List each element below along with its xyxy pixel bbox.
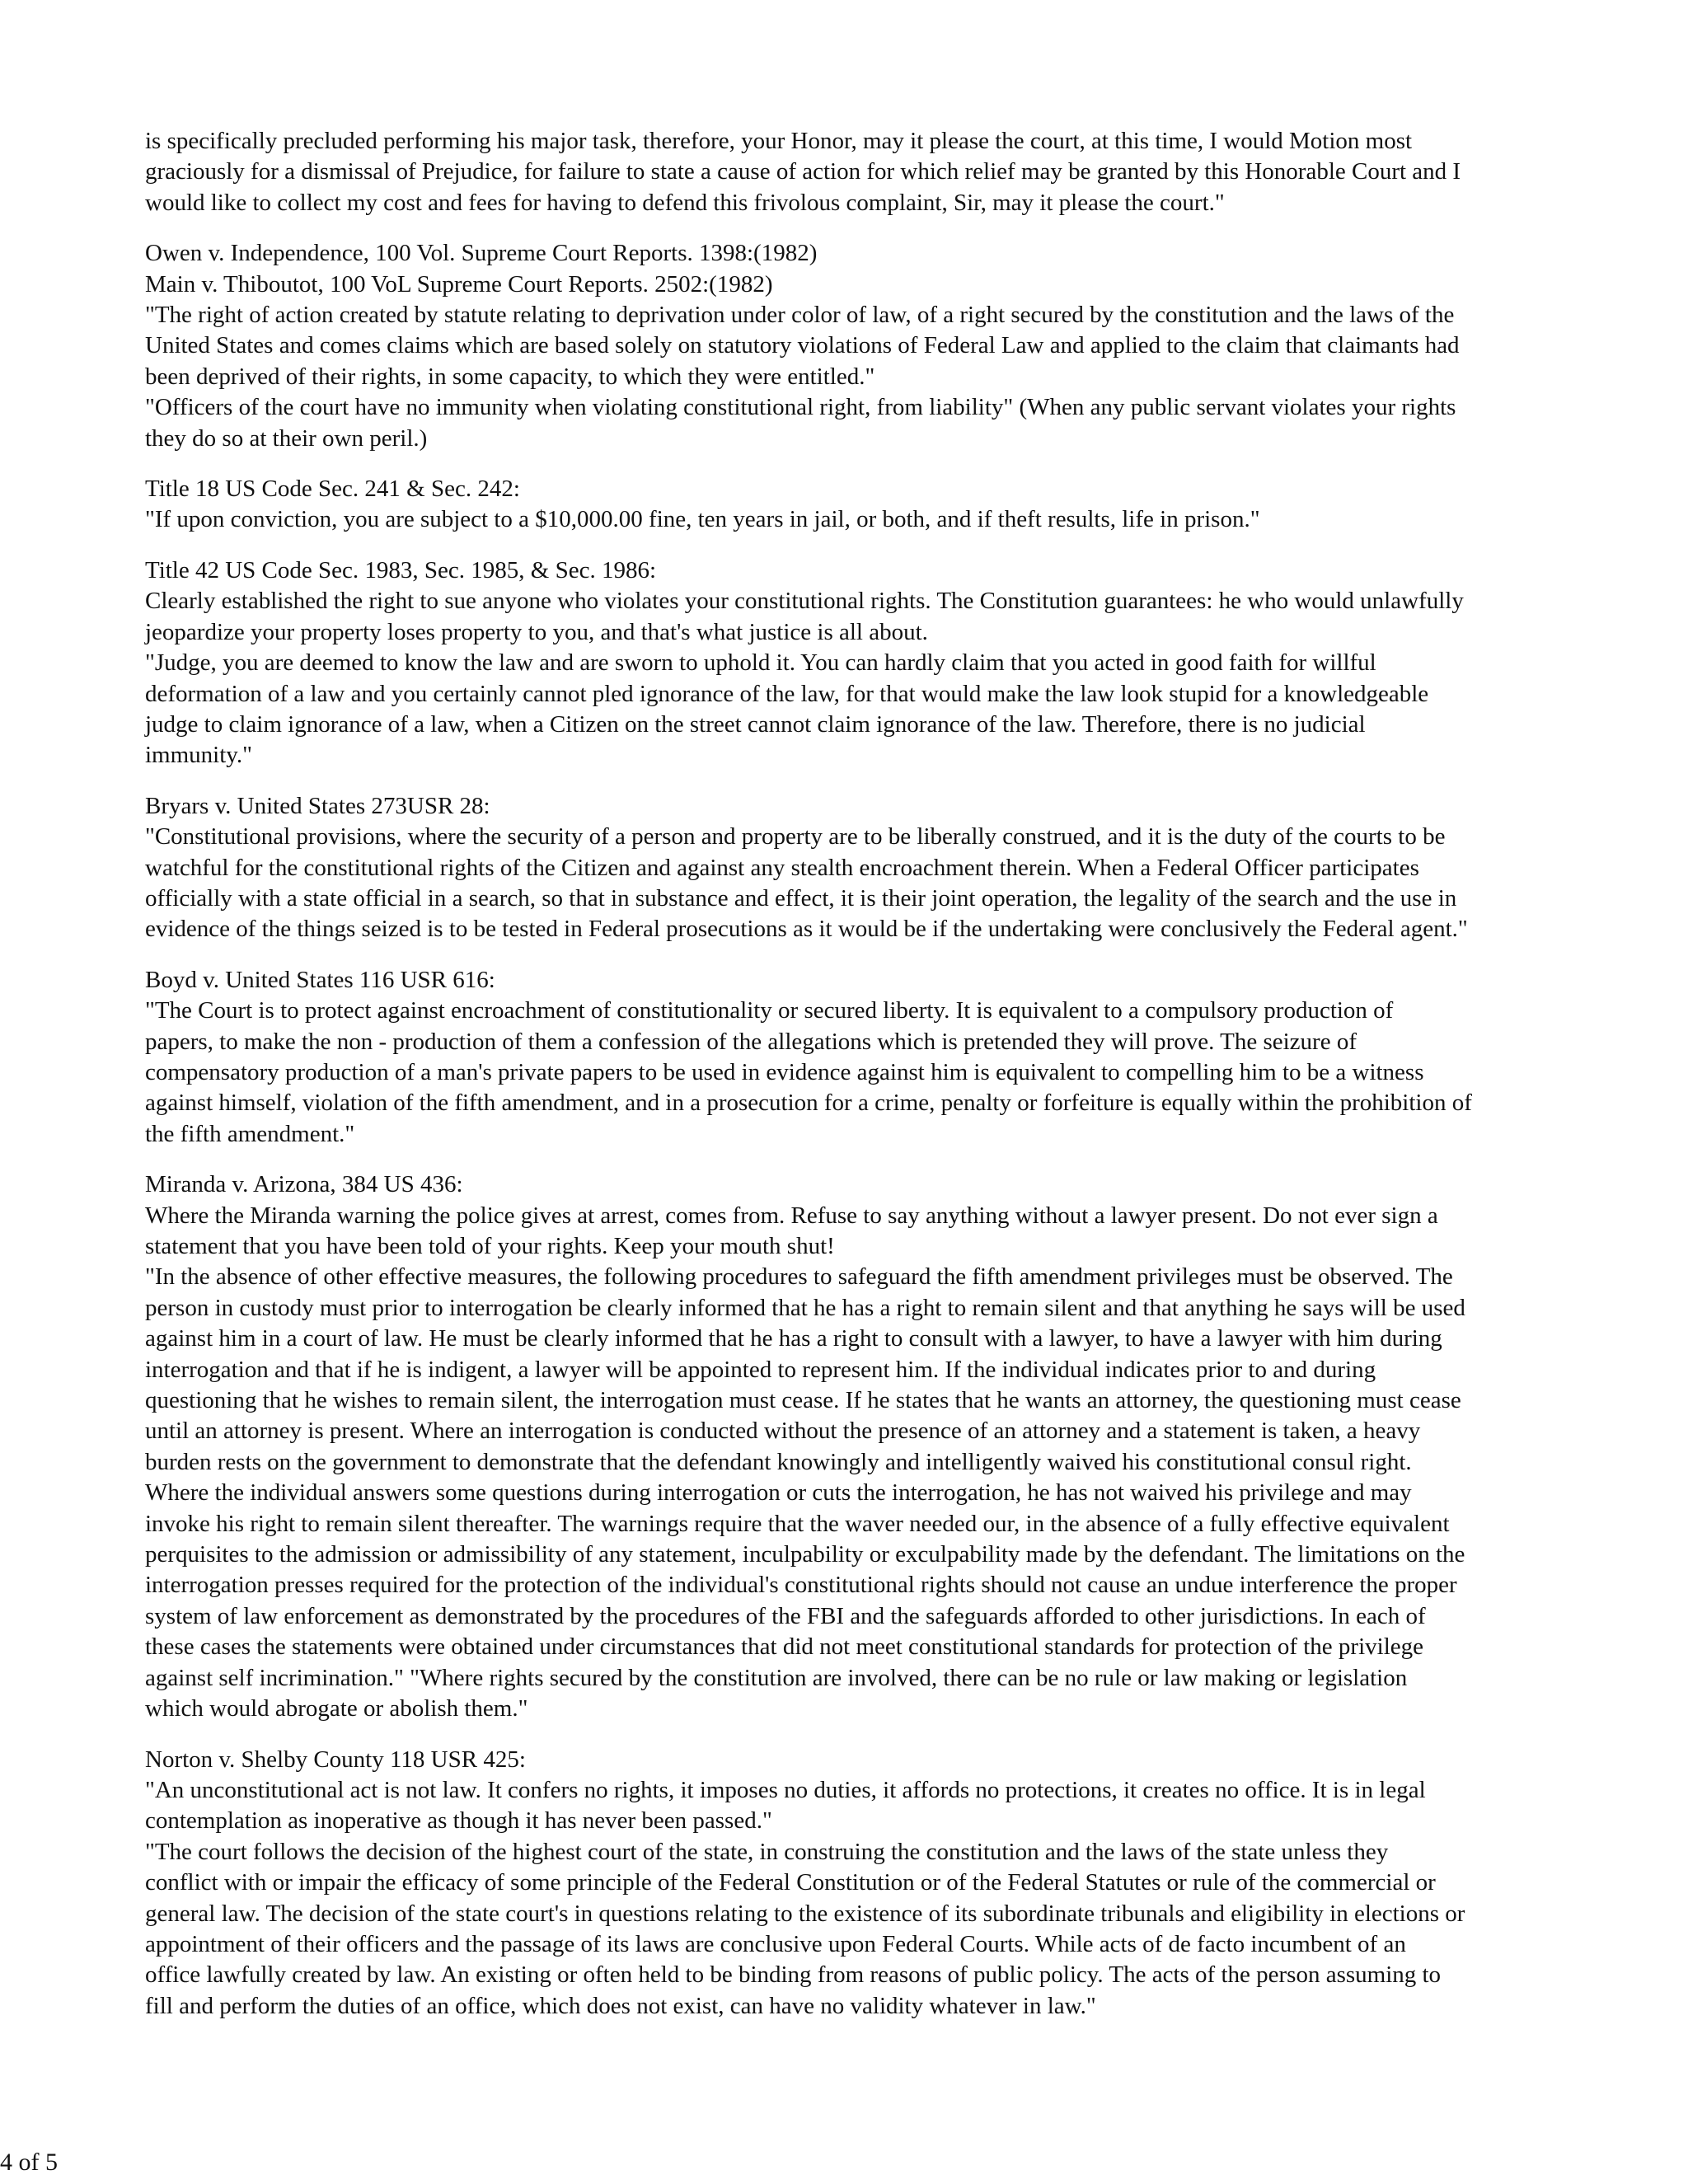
text-line: system of law enforcement as demonstrated by the procedures of the FBI and the safeguards afforded to other jurisdictions. In each of [145,1602,1426,1629]
text-line: Bryars v. United States 273USR 28: [145,792,490,819]
text-line: Where the individual answers some questions during interrogation or cuts the interrogation, he has not waived his privilege and may [145,1479,1412,1507]
text-line: Title 18 US Code Sec. 241 & Sec. 242: [145,476,520,503]
text-line: officially with a state official in a search, so that in substance and effect, it is their joint operation, the legality of the search and the use in [145,884,1457,912]
page-number: 4 of 5 [0,2149,58,2176]
text-line: deformation of a law and you certainly cannot pled ignorance of the law, for that would make the law look stupid for a knowledgeable [145,680,1429,707]
text-line: interrogation presses required for the protection of the individual's constitutional rights should not cause an undue interference the proper [145,1572,1457,1599]
text-block [145,1169,1620,1724]
text-block [145,555,1620,771]
text-line: Title 42 US Code Sec. 1983, Sec. 1985, & Sec. 1986: [145,556,657,583]
text-line: Owen v. Independence, 100 Vol. Supreme Court Reports. 1398:(1982) [145,240,818,267]
text-line: appointment of their officers and the passage of its laws are conclusive upon Federal Courts. While acts of de facto incumbent of an [145,1930,1406,1957]
paragraph-gap [145,454,1620,474]
text-line: "Judge, you are deemed to know the law and are sworn to uphold it. You can hardly claim that you acted in good faith for willful [145,649,1376,677]
text-block [145,238,1620,454]
text-line: Where the Miranda warning the police gives at arrest, comes from. Refuse to say anything without a lawyer present. Do not ever sign a [145,1202,1438,1229]
text-line: "In the absence of other effective measures, the following procedures to safeguard the fifth amendment privileges must be observed. The [145,1263,1453,1291]
text-line: Miranda v. Arizona, 384 US 436: [145,1171,463,1198]
text-line: Boyd v. United States 116 USR 616: [145,966,495,993]
text-line: these cases the statements were obtained under circumstances that did not meet constitutional standards for protection of the privilege [145,1633,1424,1661]
paragraph-gap [145,1725,1620,1745]
text-block [145,791,1620,945]
text-line: "Constitutional provisions, where the security of a person and property are to be liberally construed, and it is the duty of the courts to be [145,823,1446,851]
text-line: judge to claim ignorance of a law, when a Citizen on the street cannot claim ignorance of the law. Therefore, there is no judicial [145,710,1366,738]
text-line: been deprived of their rights, in some capacity, to which they were entitled." [145,363,875,390]
text-line: general law. The decision of the state court's in questions relating to the existence of its subordinate tribunals and eligibility in elections or [145,1900,1465,1927]
text-line: questioning that he wishes to remain silent, the interrogation must cease. If he states that he wants an attorney, the questioning must cease [145,1387,1461,1414]
text-block [145,965,1620,1150]
text-line: contemplation as inoperative as though it has never been passed." [145,1807,772,1835]
text-line: "An unconstitutional act is not law. It confers no rights, it imposes no duties, it affords no protections, it creates no office. It is in legal [145,1776,1426,1803]
text-line: the fifth amendment." [145,1120,355,1147]
text-line: invoke his right to remain silent thereafter. The warnings require that the waver needed our, in the absence of a fully effective equivalent [145,1510,1450,1537]
text-line: evidence of the things seized is to be tested in Federal prosecutions as it would be if the undertaking were conclusively the Federal agent." [145,916,1468,943]
text-line: conflict with or impair the efficacy of some principle of the Federal Constitution or of the Federal Statutes or rule of the commercial or [145,1869,1436,1896]
text-line: they do so at their own peril.) [145,424,428,452]
text-line: "The Court is to protect against encroachment of constitutionality or secured liberty. It is equivalent to a compulsory production of [145,997,1394,1024]
text-line: against himself, violation of the fifth amendment, and in a prosecution for a crime, penalty or forfeiture is equally within the prohibition of [145,1090,1472,1117]
text-line: United States and comes claims which are based solely on statutory violations of Federal Law and applied to the claim that claimants had [145,332,1460,359]
paragraph-gap [145,218,1620,238]
paragraph-gap [145,536,1620,555]
text-line: "The court follows the decision of the highest court of the state, in construing the constitution and the laws of the state unless they [145,1838,1389,1865]
text-line: Main v. Thiboutot, 100 VoL Supreme Court Reports. 2502:(1982) [145,270,773,298]
text-line: Norton v. Shelby County 118 USR 425: [145,1746,526,1773]
text-line: "The right of action created by statute relating to deprivation under color of law, of a right secured by the constitution and the laws of the [145,302,1455,329]
text-line: "Officers of the court have no immunity when violating constitutional right, from liability" (When any public servant violates your rights [145,394,1456,421]
text-line: immunity." [145,742,252,769]
text-block [145,474,1620,536]
text-line: would like to collect my cost and fees for having to defend this frivolous complaint, Sir, may it please the court." [145,189,1225,216]
text-line: Clearly established the right to sue anyone who violates your constitutional rights. The Constitution guarantees: he who would unlawfully [145,588,1464,615]
text-line: watchful for the constitutional rights of the Citizen and against any stealth encroachment therein. When a Federal Officer participates [145,854,1419,881]
text-line: statement that you have been told of your rights. Keep your mouth shut! [145,1233,835,1259]
text-line: fill and perform the duties of an office, which does not exist, can have no validity whatever in law." [145,1992,1096,2019]
text-block [145,126,1620,218]
text-line: interrogation and that if he is indigent, a lawyer will be appointed to represent him. If the individual indicates prior to and during [145,1356,1376,1383]
text-line: which would abrogate or abolish them." [145,1695,528,1722]
text-line: compensatory production of a man's private papers to be used in evidence against him is equivalent to compelling him to be a witness [145,1058,1424,1085]
paragraph-gap [145,1150,1620,1169]
text-line: office lawfully created by law. An existing or often held to be binding from reasons of public policy. The acts of the person assuming to [145,1961,1442,1989]
text-line: perquisites to the admission or admissibility of any statement, inculpability or exculpability made by the defendant. The limitations on the [145,1541,1465,1568]
text-line: against him in a court of law. He must be clearly informed that he has a right to consult with a lawyer, to have a lawyer with him during [145,1325,1442,1352]
text-line: burden rests on the government to demonstrate that the defendant knowingly and intelligently waived his constitutional consul right. [145,1448,1412,1475]
paragraph-gap [145,771,1620,791]
text-line: papers, to make the non - production of them a confession of the allegations which is pretended they will prove. The seizure of [145,1028,1357,1055]
text-line: jeopardize your property loses property to you, and that's what justice is all about. [145,618,928,645]
text-line: until an attorney is present. Where an interrogation is conducted without the presence of an attorney and a statement is taken, a heavy [145,1418,1421,1445]
paragraph-gap [145,945,1620,965]
text-line: person in custody must prior to interrogation be clearly informed that he has a right to remain silent and that anything he says will be used [145,1294,1465,1321]
text-line: "If upon conviction, you are subject to a $10,000.00 fine, ten years in jail, or both, and if theft results, life in prison." [145,506,1260,533]
document-body [145,126,1620,2022]
text-block [145,1745,1620,2022]
text-line: is specifically precluded performing his major task, therefore, your Honor, may it please the court, at this time, I would Motion most [145,128,1413,154]
text-line: against self incrimination." "Where rights secured by the constitution are involved, there can be no rule or law making or legislation [145,1664,1408,1691]
text-line: graciously for a dismissal of Prejudice, for failure to state a cause of action for which relief may be granted by this Honorable Court and I [145,158,1461,185]
